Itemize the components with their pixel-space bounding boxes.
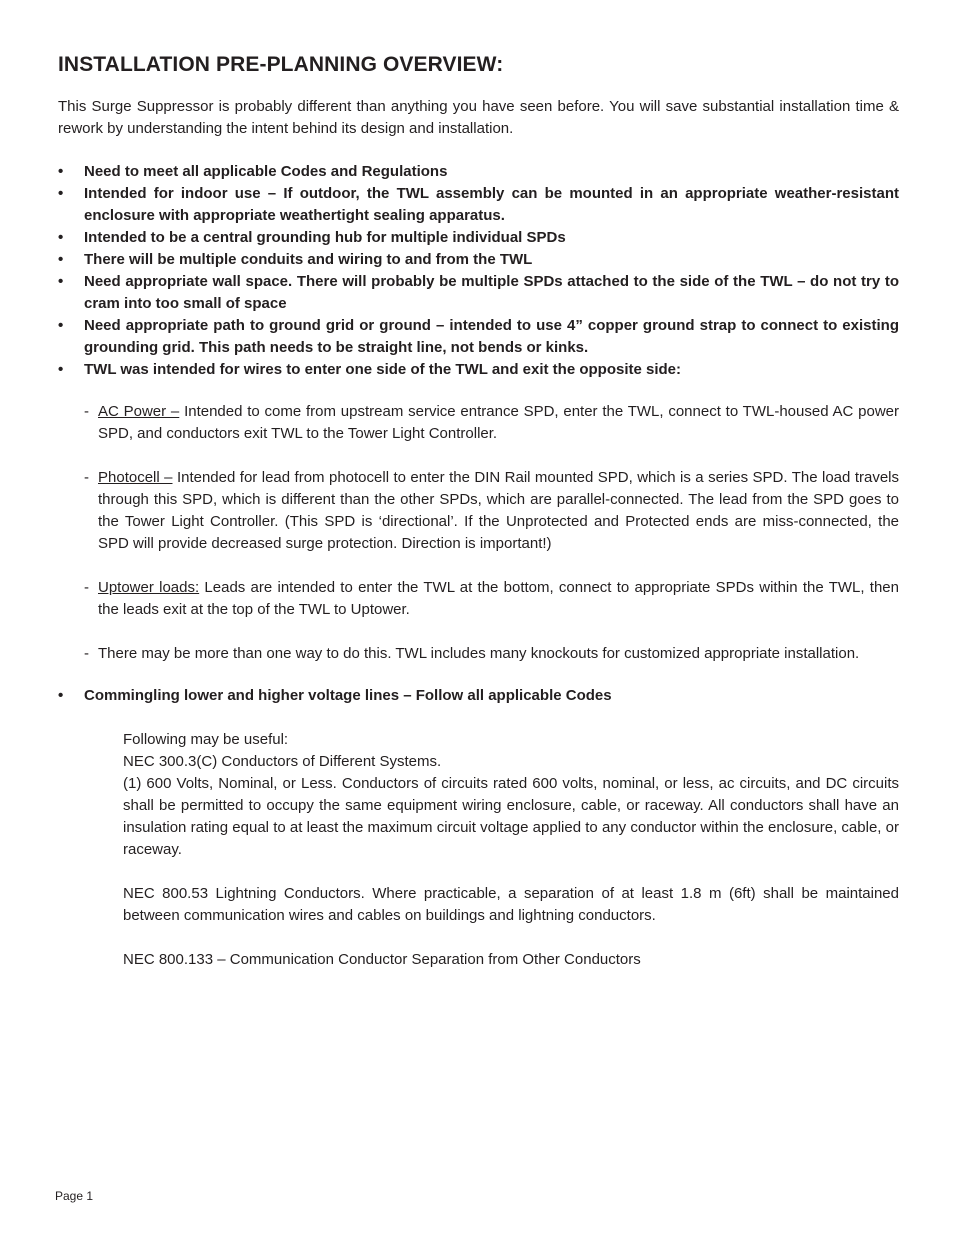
sub-item-label: Uptower loads: xyxy=(98,579,200,596)
nec-intro: Following may be useful: xyxy=(123,731,289,748)
list-item: • Need appropriate path to ground grid or ground – intended to use 4” copper ground strap to connect to existing grounding grid. This path needs to be straight line, not bends or kinks. xyxy=(58,317,899,356)
dash-icon: - xyxy=(84,469,89,486)
list-item: • TWL was intended for wires to enter one side of the TWL and exit the opposite side: xyxy=(58,359,899,381)
list-item: • Need appropriate wall space. There will probably be multiple SPDs attached to the side of the TWL – do not try to cram into too small of space xyxy=(58,273,899,312)
page-title: INSTALLATION PRE-PLANNING OVERVIEW: xyxy=(58,53,504,76)
sub-item-label: AC Power – xyxy=(98,403,180,420)
sub-item-text: There may be more than one way to do this. TWL includes many knockouts for customized appropriate installation. xyxy=(98,645,860,662)
nec-300-text: (1) 600 Volts, Nominal, or Less. Conductors of circuits rated 600 volts, nominal, or less, ac circuits, and DC circuits shall be permitted to occupy the same equipment wiring enclosure, cable, or raceway. All conductors shall have an insulation rating equal to at least the maximum circuit voltage applied to any conductor within the enclosure, cable, or raceway. xyxy=(123,775,899,858)
sub-item-photocell xyxy=(84,467,899,555)
requirements-list xyxy=(58,161,899,381)
paragraph-gap xyxy=(123,861,899,883)
sub-item-text: Intended to come from upstream service entrance SPD, enter the TWL, connect to TWL-housed AC power SPD, and conductors exit TWL to the Tower Light Controller. xyxy=(98,403,899,442)
intro-paragraph: This Surge Suppressor is probably different than anything you have seen before. You will save substantial installation time & rework by understanding the intent behind its design and installation. xyxy=(58,98,899,137)
dash-icon: - xyxy=(84,403,89,420)
sub-item-text: Leads are intended to enter the TWL at the bottom, connect to appropriate SPDs within the TWL, then the leads exit at the top of the TWL to Uptower. xyxy=(98,579,899,618)
wiring-sub-list xyxy=(84,401,899,687)
sub-item-uptower-loads xyxy=(84,577,899,621)
nec-800-133-text: NEC 800.133 – Communication Conductor Separation from Other Conductors xyxy=(123,951,641,968)
sub-item-label: Photocell – xyxy=(98,469,173,486)
list-item: • There will be multiple conduits and wiring to and from the TWL xyxy=(58,249,899,271)
bullet-icon: • xyxy=(58,687,64,704)
list-item: • Need to meet all applicable Codes and Regulations xyxy=(58,161,899,183)
bullet-icon: • xyxy=(58,251,64,268)
sub-item-text: Intended for lead from photocell to enter the DIN Rail mounted SPD, which is a series SPD. The load travels through this SPD, which is different than the other SPDs, which are parallel-connected. The lead from the SPD goes to the Tower Light Controller. (This SPD is ‘directional’. If the Unprotected and Protected ends are miss-connected, the SPD will provide decreased surge protection. Direction is important!) xyxy=(98,469,899,552)
bullet-icon: • xyxy=(58,229,64,246)
sub-item-other-ways xyxy=(84,643,899,665)
commingling-list xyxy=(58,685,899,707)
bullet-icon: • xyxy=(58,361,64,378)
bullet-icon: • xyxy=(58,185,64,202)
nec-references xyxy=(123,729,899,971)
nec-800-53-text: NEC 800.53 Lightning Conductors. Where practicable, a separation of at least 1.8 m (6ft) shall be maintained between communication wires and cables on buildings and lightning conductors. xyxy=(123,885,899,924)
sub-item-ac-power xyxy=(84,401,899,445)
dash-icon: - xyxy=(84,579,89,596)
list-item: • Intended to be a central grounding hub for multiple individual SPDs xyxy=(58,227,899,249)
list-item: • Intended for indoor use – If outdoor, the TWL assembly can be mounted in an appropriate weather-resistant enclosure with appropriate weathertight sealing apparatus. xyxy=(58,185,899,224)
bullet-icon: • xyxy=(58,317,64,334)
bullet-icon: • xyxy=(58,273,64,290)
nec-300-heading: NEC 300.3(C) Conductors of Different Systems. xyxy=(123,753,442,770)
dash-icon: - xyxy=(84,645,89,662)
list-item: • Commingling lower and higher voltage lines – Follow all applicable Codes xyxy=(58,685,899,707)
paragraph-gap xyxy=(123,927,899,949)
bullet-icon: • xyxy=(58,163,64,180)
page-number: Page 1 xyxy=(55,1189,94,1203)
